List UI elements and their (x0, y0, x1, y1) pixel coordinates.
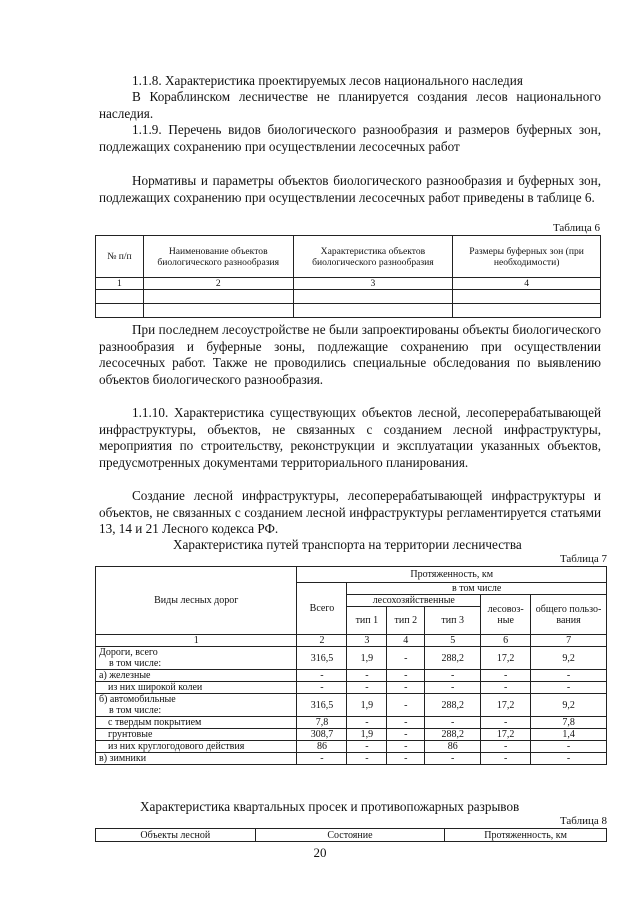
page-number: 20 (313, 845, 327, 860)
t7-header-types: Виды лесных дорог (96, 567, 297, 635)
table-8-caption: Таблица 8 (559, 815, 607, 827)
table-8 (95, 828, 607, 842)
t7-cell: - (387, 729, 425, 741)
paragraph-1-1-9: Нормативы и параметры объектов биологического разнообразия и буферных зон, подлежащих сохранению при осуществлении лесосечных работ приведены в таблице 6. (99, 173, 601, 205)
t8-header-length: Протяженность, км (445, 829, 607, 842)
table-7-title: Характеристика путей транспорта на территории лесничества (173, 537, 522, 552)
t7-cell: - (387, 682, 425, 694)
t7-row-label: б) автомобильные в том числе: (96, 694, 297, 717)
t7-cell: - (387, 694, 425, 717)
t7-cell: - (387, 741, 425, 753)
t6-col-number: 3 (293, 278, 453, 290)
t7-header-total: Всего (297, 583, 347, 635)
t7-row-automobile (96, 694, 607, 717)
t7-col-number: 7 (531, 635, 607, 647)
t7-cell: - (531, 670, 607, 682)
t7-header-type-2: тип 2 (387, 607, 425, 635)
t7-cell: 9,2 (531, 694, 607, 717)
t7-cell: - (531, 753, 607, 765)
t7-cell: 9,2 (531, 647, 607, 670)
t7-col-number: 6 (481, 635, 531, 647)
t7-cell: 308,7 (297, 729, 347, 741)
table-8-title: Характеристика квартальных просек и противопожарных разрывов (140, 799, 520, 814)
t7-header-hauling: лесовоз-ные (481, 595, 531, 635)
t7-cell: 1,9 (347, 694, 387, 717)
t7-header-type-1: тип 1 (347, 607, 387, 635)
t7-row-label: в) зимники (96, 753, 297, 765)
t8-header-state: Состояние (255, 829, 445, 842)
t7-cell: - (347, 682, 387, 694)
t7-cell: - (481, 670, 531, 682)
heading-1-1-8: 1.1.8. Характеристика проектируемых лесов национального наследия (132, 73, 523, 88)
t6-header-characteristic: Характеристика объектов биологического разнообразия (293, 236, 453, 278)
paragraph-bio-diversity: При последнем лесоустройстве не были запроектированы объекты биологического разнообразия и буферные зоны, подлежащие сохранению при осуществлении лесосечных работ. Также не проводились специальные обследования по выявлению объектов биологического разнообразия. (99, 322, 601, 387)
t7-cell: - (297, 682, 347, 694)
t7-cell: 1,9 (347, 729, 387, 741)
t7-cell: - (297, 753, 347, 765)
t6-header-buffer: Размеры буферных зон (при необходимости) (453, 236, 601, 278)
t7-cell: 288,2 (425, 647, 481, 670)
t6-empty-row (96, 304, 601, 318)
t7-cell: - (481, 682, 531, 694)
t7-cell: 86 (297, 741, 347, 753)
t7-cell: - (387, 717, 425, 729)
t7-row-broad-gauge (96, 682, 607, 694)
table-6-caption: Таблица 6 (552, 222, 600, 234)
t7-row-winter-roads (96, 753, 607, 765)
t7-cell: 86 (425, 741, 481, 753)
t7-cell: - (297, 670, 347, 682)
t7-cell: 1,4 (531, 729, 607, 741)
t7-cell: - (481, 741, 531, 753)
t7-row-year-round (96, 741, 607, 753)
t7-cell: 316,5 (297, 647, 347, 670)
t8-header-objects: Объекты лесной (96, 829, 256, 842)
table-6 (95, 235, 601, 318)
t6-col-number: 1 (96, 278, 144, 290)
t7-row-railway (96, 670, 607, 682)
t7-header-forestry: лесохозяйственные (347, 595, 481, 607)
t6-empty-row (96, 290, 601, 304)
t7-cell: - (425, 717, 481, 729)
t7-cell: - (387, 753, 425, 765)
t7-header-type-3: тип 3 (425, 607, 481, 635)
table-7-caption: Таблица 7 (559, 553, 607, 565)
t7-row-label: грунтовые (96, 729, 297, 741)
t7-cell: - (347, 670, 387, 682)
t7-cell: 7,8 (531, 717, 607, 729)
t7-col-number: 1 (96, 635, 297, 647)
t7-cell: - (481, 753, 531, 765)
t7-row-label: из них круглогодового действия (96, 741, 297, 753)
t7-cell: - (347, 741, 387, 753)
t7-row-roads-total (96, 647, 607, 670)
t7-cell: 316,5 (297, 694, 347, 717)
t7-cell: 17,2 (481, 729, 531, 741)
t7-cell: - (531, 741, 607, 753)
t6-header-num: № п/п (96, 236, 144, 278)
t7-row-dirt (96, 729, 607, 741)
t7-cell: - (425, 753, 481, 765)
t7-row-label: из них широкой колеи (96, 682, 297, 694)
paragraph-1-1-8: В Кораблинском лесничестве не планируется создания лесов национального наследия. (99, 89, 601, 121)
t7-cell: 288,2 (425, 694, 481, 717)
t7-cell: - (531, 682, 607, 694)
t7-row-label: с твердым покрытием (96, 717, 297, 729)
table-7 (95, 566, 607, 765)
t7-cell: - (387, 670, 425, 682)
t7-cell: 288,2 (425, 729, 481, 741)
t7-cell: 17,2 (481, 647, 531, 670)
heading-1-1-9: 1.1.9. Перечень видов биологического разнообразия и размеров буферных зон, подлежащих сохранению при осуществлении лесосечных работ (99, 122, 601, 154)
t7-header-including: в том числе (347, 583, 607, 595)
paragraph-infrastructure: Создание лесной инфраструктуры, лесоперерабатывающей инфраструктуры и объектов, не связанных с созданием лесной инфраструктуры регламентируется статьями 13, 14 и 21 Лесного кодекса РФ. (99, 488, 601, 537)
t7-header-common: общего пользо-вания (531, 595, 607, 635)
t7-header-length: Протяженность, км (297, 567, 607, 583)
t7-row-label: а) железные (96, 670, 297, 682)
t7-cell: - (387, 647, 425, 670)
t7-col-number: 5 (425, 635, 481, 647)
t7-cell: - (425, 670, 481, 682)
t6-col-number: 2 (143, 278, 293, 290)
t7-row-hard-surface (96, 717, 607, 729)
t7-col-number: 4 (387, 635, 425, 647)
t7-cell: 7,8 (297, 717, 347, 729)
t7-cell: - (347, 753, 387, 765)
t7-col-number: 2 (297, 635, 347, 647)
t7-row-label: Дороги, всего в том числе: (96, 647, 297, 670)
t7-cell: - (347, 717, 387, 729)
t6-header-name: Наименование объектов биологического разнообразия (143, 236, 293, 278)
t7-col-number: 3 (347, 635, 387, 647)
t7-cell: - (481, 717, 531, 729)
t7-cell: 17,2 (481, 694, 531, 717)
t7-cell: 1,9 (347, 647, 387, 670)
heading-1-1-10: 1.1.10. Характеристика существующих объектов лесной, лесоперерабатывающей инфраструктуры, объектов, не связанных с созданием лесной инфраструктуры, мероприятия по строительству, реконструкции и эксплуатации указанных объектов, предусмотренных документами территориального планирования. (99, 405, 601, 470)
t6-col-number: 4 (453, 278, 601, 290)
t7-cell: - (425, 682, 481, 694)
